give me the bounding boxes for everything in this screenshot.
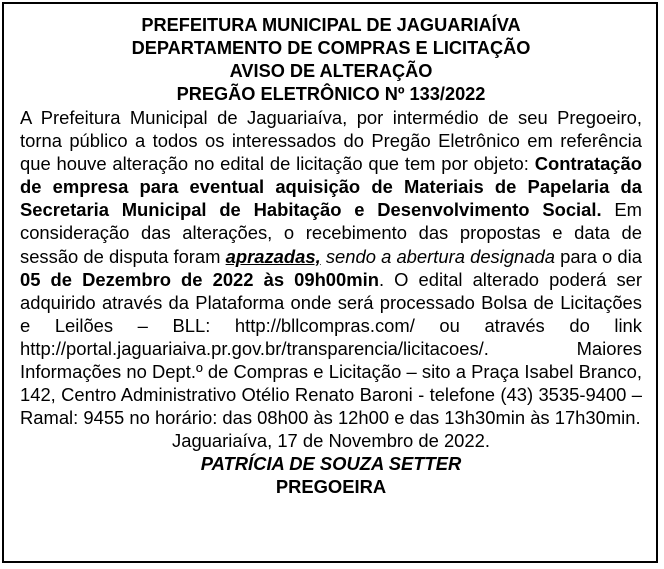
signer-role: PREGOEIRA — [275, 476, 387, 498]
body-abertura: sendo a abertura designada — [320, 245, 555, 267]
body-alteracoes: Em consideração das alterações, o recebimento das propostas e data de sessão de disputa foram — [20, 199, 642, 267]
body-para-o-dia: para o dia — [554, 245, 642, 267]
place-date: Jaguariaíva, 17 de Novembro de 2022. — [172, 430, 490, 452]
header-line-pregao: PREGÃO ELETRÔNICO Nº 133/2022 — [176, 84, 486, 104]
header-line-prefeitura: PREFEITURA MUNICIPAL DE JAGUARIAÍVA — [141, 15, 521, 35]
header-line-departamento: DEPARTAMENTO DE COMPRAS E LICITAÇÃO — [131, 38, 531, 58]
notice-box — [2, 2, 658, 563]
body-date: 05 de Dezembro de 2022 às 09h00min — [20, 268, 379, 290]
signer-name: PATRÍCIA DE SOUZA SETTER — [200, 453, 462, 475]
header-line-aviso: AVISO DE ALTERAÇÃO — [229, 61, 433, 81]
body-object: Contratação de empresa para eventual aquisição de Materiais de Papelaria da Secretaria Municipal de Habitação e Desenvolvimento Social. — [20, 153, 642, 221]
notice-body — [20, 106, 642, 429]
body-edital: . O edital alterado poderá ser adquirido através da Plataforma onde será processado Bolsa de Licitações e Leilões – BLL: http://bllcompras.com/ ou através do link http://portal.jaguariaiva.pr.gov.br/transparencia/licitacoes/. Maiores Informações no Dept.º de Compras e Licitação – sito a Praça Isabel Branco, 142, Centro Administrativo Otélio Renato Baroni - telefone (43) 3535-9400 – Ramal: 9455 no horário: das 08h00 às 12h00 e das 13h30min às 17h30min. — [20, 268, 643, 429]
body-aprazadas: aprazadas, — [225, 245, 321, 267]
body-intro: A Prefeitura Municipal de Jaguariaíva, por intermédio de seu Pregoeiro, torna público a todos os interessados do Pregão Eletrônico em referência que houve alteração no edital de licitação que tem por objeto: — [20, 107, 642, 175]
